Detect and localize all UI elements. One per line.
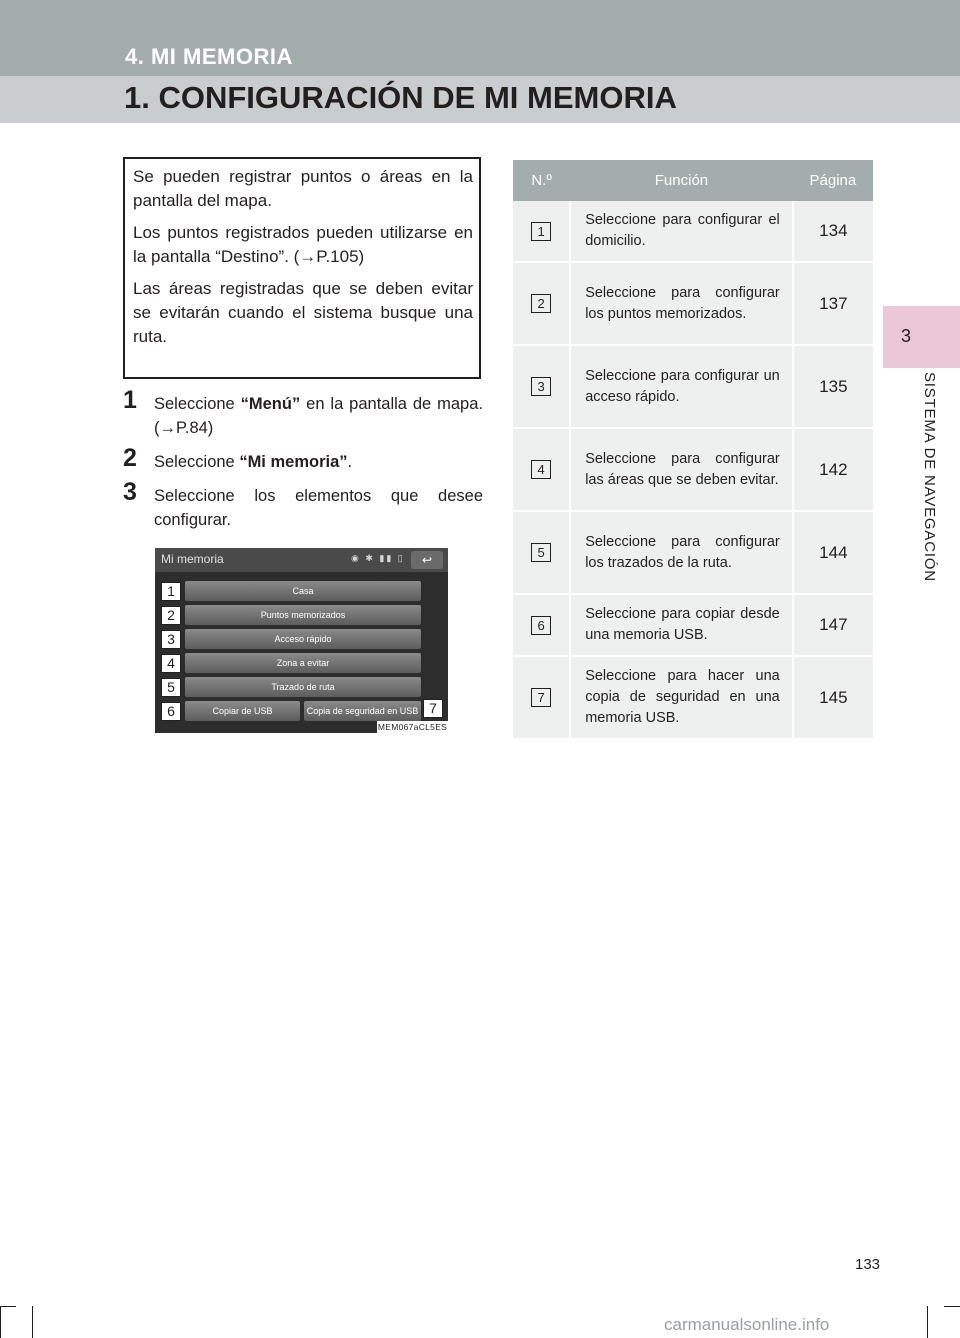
section-label: 4. MI MEMORIA xyxy=(125,44,293,69)
row-number: 4 xyxy=(531,460,551,479)
page-number: 133 xyxy=(855,1256,881,1273)
crop-mark xyxy=(927,1306,928,1338)
row-number: 6 xyxy=(531,616,551,635)
row-description: Seleccione para configurar un acceso rápido. xyxy=(570,345,793,428)
step-number: 2 xyxy=(123,444,137,472)
table-row xyxy=(513,201,873,262)
step-text-post: . xyxy=(347,453,353,471)
callout-marker: 1 xyxy=(161,582,181,601)
row-number: 5 xyxy=(531,543,551,562)
callout-marker: 6 xyxy=(161,702,181,721)
step-text-pre: Seleccione xyxy=(154,395,241,413)
screen-button-copiar: Copiar de USB xyxy=(185,701,300,721)
row-description: Seleccione para copiar desde una memoria USB. xyxy=(570,594,793,656)
table-row xyxy=(513,511,873,594)
step-text-pre: Seleccione xyxy=(154,453,240,471)
table-header-row xyxy=(513,160,873,201)
row-description: Seleccione para configurar los trazados de la ruta. xyxy=(570,511,793,594)
screen-title: Mi memoria xyxy=(161,552,224,566)
image-code: MEM067aCL5ES xyxy=(377,722,448,732)
row-description: Seleccione para configurar los puntos memorizados. xyxy=(570,262,793,345)
header-number: N.º xyxy=(513,160,570,201)
status-icons: ◉ ✱ ▮▮ ▯ xyxy=(351,553,405,563)
crop-mark xyxy=(0,1306,1,1338)
chapter-label-area xyxy=(883,368,960,630)
step-text-bold: “Mi memoria” xyxy=(239,453,348,471)
row-number: 3 xyxy=(531,377,551,396)
row-page: 144 xyxy=(793,511,873,594)
chapter-number: 3 xyxy=(901,326,912,346)
crop-mark xyxy=(32,1306,33,1338)
row-page: 147 xyxy=(793,594,873,656)
screen-button-puntos: Puntos memorizados xyxy=(185,605,421,625)
row-number: 7 xyxy=(531,688,551,707)
steps-list xyxy=(123,386,483,542)
step-item xyxy=(123,444,483,474)
row-description: Seleccione para hacer una copia de seguridad en una memoria USB. xyxy=(570,656,793,739)
info-paragraph: Se pueden registrar puntos o áreas en la pantalla del mapa. xyxy=(133,167,473,210)
info-paragraph: Los puntos registrados pueden utilizarse en la pantalla “Destino”. (→P.105) xyxy=(133,223,473,266)
function-table xyxy=(513,160,873,740)
back-icon: ↩ xyxy=(411,551,443,569)
row-description: Seleccione para configurar el domicilio. xyxy=(570,201,793,262)
row-page: 142 xyxy=(793,428,873,511)
step-item xyxy=(123,386,483,440)
crop-mark xyxy=(944,1306,960,1307)
callout-marker: 7 xyxy=(423,699,443,718)
screen-button-casa: Casa xyxy=(185,581,421,601)
step-text-pre: Seleccione los elementos que desee configurar. xyxy=(154,487,483,529)
row-description: Seleccione para configurar las áreas que se deben evitar. xyxy=(570,428,793,511)
step-number: 3 xyxy=(123,478,137,506)
watermark: carmanualsonline.info xyxy=(664,1315,830,1334)
info-paragraph: Las áreas registradas que se deben evitar se evitarán cuando el sistema busque una ruta. xyxy=(133,279,473,346)
row-page: 135 xyxy=(793,345,873,428)
screen-button-copia-seguridad: Copia de seguridad en USB xyxy=(304,701,421,721)
crop-mark xyxy=(0,1306,16,1307)
header-page: Página xyxy=(793,160,873,201)
info-box xyxy=(123,157,481,379)
chapter-tab xyxy=(883,306,960,368)
callout-marker: 4 xyxy=(161,654,181,673)
callout-marker: 5 xyxy=(161,678,181,697)
page-title: 1. CONFIGURACIÓN DE MI MEMORIA xyxy=(124,80,677,115)
table-row xyxy=(513,428,873,511)
row-page: 145 xyxy=(793,656,873,739)
chapter-label: SISTEMA DE NAVEGACIÓN xyxy=(921,372,938,582)
screen-button-acceso: Acceso rápido xyxy=(185,629,421,649)
table-row xyxy=(513,656,873,739)
row-page: 134 xyxy=(793,201,873,262)
callout-marker: 3 xyxy=(161,630,181,649)
step-number: 1 xyxy=(123,386,137,414)
table-row xyxy=(513,262,873,345)
header-function: Función xyxy=(570,160,793,201)
step-text-bold: “Menú” xyxy=(240,395,301,413)
row-page: 137 xyxy=(793,262,873,345)
row-number: 1 xyxy=(531,222,551,241)
table-row xyxy=(513,594,873,656)
step-item xyxy=(123,478,483,532)
row-number: 2 xyxy=(531,294,551,313)
step-text-post: en la pantalla de mapa. (→P.84) xyxy=(154,395,483,437)
callout-marker: 2 xyxy=(161,606,181,625)
screen-button-zona: Zona a evitar xyxy=(185,653,421,673)
screen-button-trazado: Trazado de ruta xyxy=(185,677,421,697)
table-row xyxy=(513,345,873,428)
screen-illustration xyxy=(155,548,448,733)
